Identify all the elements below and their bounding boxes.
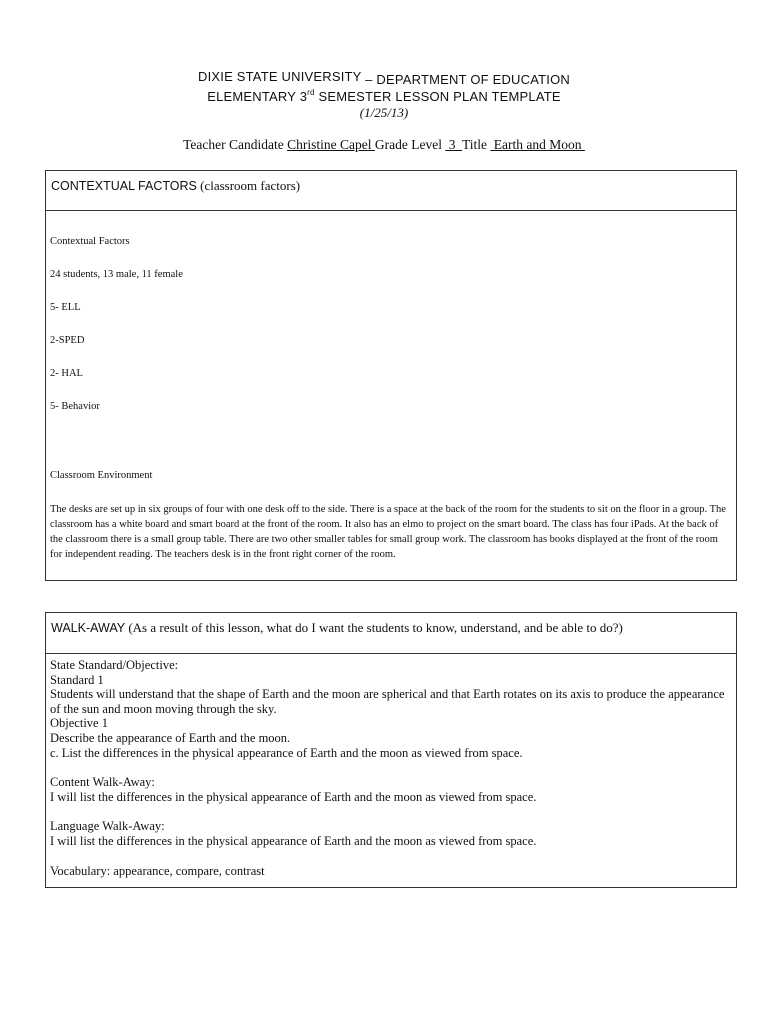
header-date: (1/25/13) (359, 105, 409, 120)
environment-text: The desks are set up in six groups of four with one desk off to the side. There is a space at the back of the room for the students to sit on the floor in a group. The classroom has a white board and smart board at the front of the room. It also has an elmo to project on the smart board. The class has four iPads. At the back of the classroom there is a small group table. There are two other smaller tables for small group work. The classroom has books displayed at the front of the room for independent reading. The teachers desk is in the front right corner of the room. (50, 504, 726, 560)
standard-number: Standard 1 (50, 672, 104, 687)
contextual-item: 24 students, 13 male, 11 female (50, 269, 183, 280)
header-template-line (0, 88, 768, 104)
environment-title: Classroom Environment (50, 470, 153, 481)
standard-text: Students will understand that the shape of Earth and the moon are spherical and that Earth rotates on its axis to produce the appearance of the sun and moon moving through the sky. (50, 687, 725, 716)
objective-text: Describe the appearance of Earth and the moon. (50, 730, 291, 745)
content-walk-away-label: Content Walk-Away: (50, 775, 155, 790)
teacher-label: Teacher Candidate (183, 137, 288, 152)
contextual-item: 2- HAL (50, 368, 83, 379)
vocabulary: Vocabulary: appearance, compare, contrast (50, 863, 265, 878)
contextual-factors-body (46, 211, 736, 562)
template-suffix: SEMESTER LESSON PLAN TEMPLATE (314, 89, 561, 104)
contextual-heading-caps: CONTEXTUAL FACTORS (51, 179, 197, 193)
contextual-factors-heading (46, 171, 736, 211)
contextual-item: Contextual Factors (50, 236, 130, 247)
contextual-item: 5- ELL (50, 302, 81, 313)
lesson-meta-line (0, 137, 768, 153)
standard-label: State Standard/Objective: (50, 658, 179, 672)
walk-away-body (46, 654, 736, 878)
walk-away-heading-caps: WALK-AWAY (51, 621, 126, 635)
language-walk-away-text: I will list the differences in the physical appearance of Earth and the moon as viewed from space. (50, 833, 537, 848)
contextual-factors-section (45, 170, 737, 581)
ordinal-suffix: rd (307, 88, 315, 97)
walk-away-heading-rest: (As a result of this lesson, what do I want the students to know, understand, and be able to do?) (125, 620, 623, 635)
header-university-line (0, 69, 768, 87)
objective-number: Objective 1 (50, 716, 108, 731)
title-value: Earth and Moon (490, 137, 585, 152)
template-prefix: ELEMENTARY 3 (207, 89, 308, 104)
grade-value: 3 (445, 137, 462, 152)
content-walk-away-text: I will list the differences in the physical appearance of Earth and the moon as viewed from space. (50, 789, 537, 804)
language-walk-away-label: Language Walk-Away: (50, 819, 165, 834)
contextual-item: 5- Behavior (50, 401, 100, 412)
walk-away-section (45, 612, 737, 888)
teacher-value: Christine Capel (287, 137, 375, 152)
contextual-heading-rest: (classroom factors) (196, 178, 301, 193)
walk-away-heading (46, 613, 736, 654)
title-label: Title (461, 137, 491, 152)
university-name: DIXIE STATE UNIVERSITY (198, 69, 362, 84)
objective-c: c. List the differences in the physical appearance of Earth and the moon as viewed from space. (50, 745, 523, 760)
grade-label: Grade Level (374, 137, 446, 152)
department-name: – DEPARTMENT OF EDUCATION (365, 72, 570, 87)
contextual-item: 2-SPED (50, 335, 85, 346)
